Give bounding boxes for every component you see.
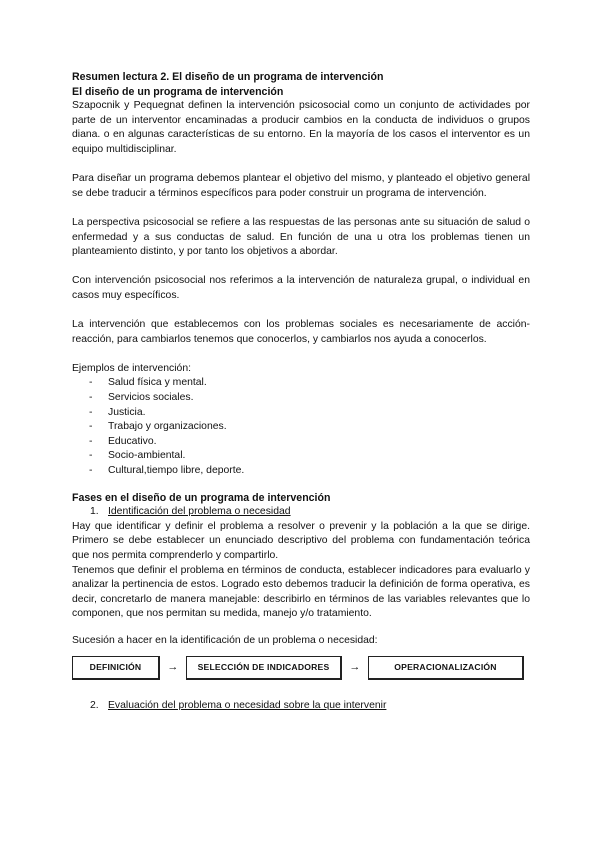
examples-list [72,376,530,478]
phase-item-2 [72,699,530,714]
list-item: - Cultural,tiempo libre, deporte. [89,464,530,479]
phase-label: Evaluación del problema o necesidad sobre la que intervenir [108,699,387,711]
list-item: - Trabajo y organizaciones. [89,420,530,435]
paragraph-identify: Hay que identificar y definir el problema a resolver o prevenir y la población a la que se dirige. Primero se debe establecer un enunciado descriptivo del problema con fundamentación teórica que nos permita comprenderlo y compartirlo. [72,520,530,561]
phase-label: Identificación del problema o necesidad [108,506,291,518]
document-page [72,70,530,713]
paragraph-define: Tenemos que definir el problema en términos de conducta, establecer indicadores para evaluarlo y analizar la pertinencia de estos. Logrado esto debemos traducir la definición de forma operativa, es decir, concretarlo de manera manejable: describirlo en términos de las variables relevantes que lo componen, que nos permitan su medida, manejo y/o tratamiento. [72,564,530,620]
list-item: - Socio-ambiental. [89,449,530,464]
phase-item-1 [72,505,530,520]
sequence-intro: Sucesión a hacer en la identificación de un problema o necesidad: [72,634,378,646]
phases-title: Fases en el diseño de un programa de intervención [72,491,331,504]
paragraph-action-reaction: La intervención que establecemos con los problemas sociales es necesariamente de acción-reacción, para cambiarlos tenemos que conocerlos, y cambiarlos nos ayuda a conocerlos. [72,319,530,345]
arrow-right-icon: → [167,661,179,674]
list-item: - Servicios sociales. [89,391,530,406]
paragraph-perspective: La perspectiva psicosocial se refiere a las respuestas de las personas ante su situación de salud o enfermedad y a sus conductas de salud. En función de una u otra los problemas tienen un planteamiento distinto, y por tanto los objetivos a abordar. [72,216,530,258]
examples-title: Ejemplos de intervención: [72,362,191,374]
paragraph-definition: Szapocnik y Pequegnat definen la intervención psicosocial como un conjunto de actividades por parte de un interventor encaminadas a producir cambios en la conducta de individuos o grupos diana. o en algunas características de su entorno. En la mayoría de los casos el interventor es un equipo multidisciplinar. [72,100,530,155]
document-title: Resumen lectura 2. El diseño de un programa de intervención [72,71,384,83]
phase-number: 1. [90,506,99,518]
section-title: El diseño de un programa de intervención [72,85,284,98]
phase-number: 2. [90,699,99,711]
arrow-right-icon: → [349,661,361,674]
paragraph-objective: Para diseñar un programa debemos plantear el objetivo del mismo, y planteado el objetivo general se debe traducir a términos específicos para poder construir un programa de intervención. [72,173,530,199]
paragraph-nature: Con intervención psicosocial nos referimos a la intervención de naturaleza grupal, o individual en casos muy específicos. [72,275,530,301]
list-item: - Salud física y mental. [89,376,530,391]
list-item: - Educativo. [89,435,530,450]
process-flow-diagram [72,655,524,681]
list-item: - Justicia. [89,406,530,421]
flow-step-indicators: SELECCIÓN DE INDICADORES [186,656,342,680]
flow-step-operationalization: OPERACIONALIZACIÓN [368,656,524,680]
flow-step-definition: DEFINICIÓN [72,656,160,680]
